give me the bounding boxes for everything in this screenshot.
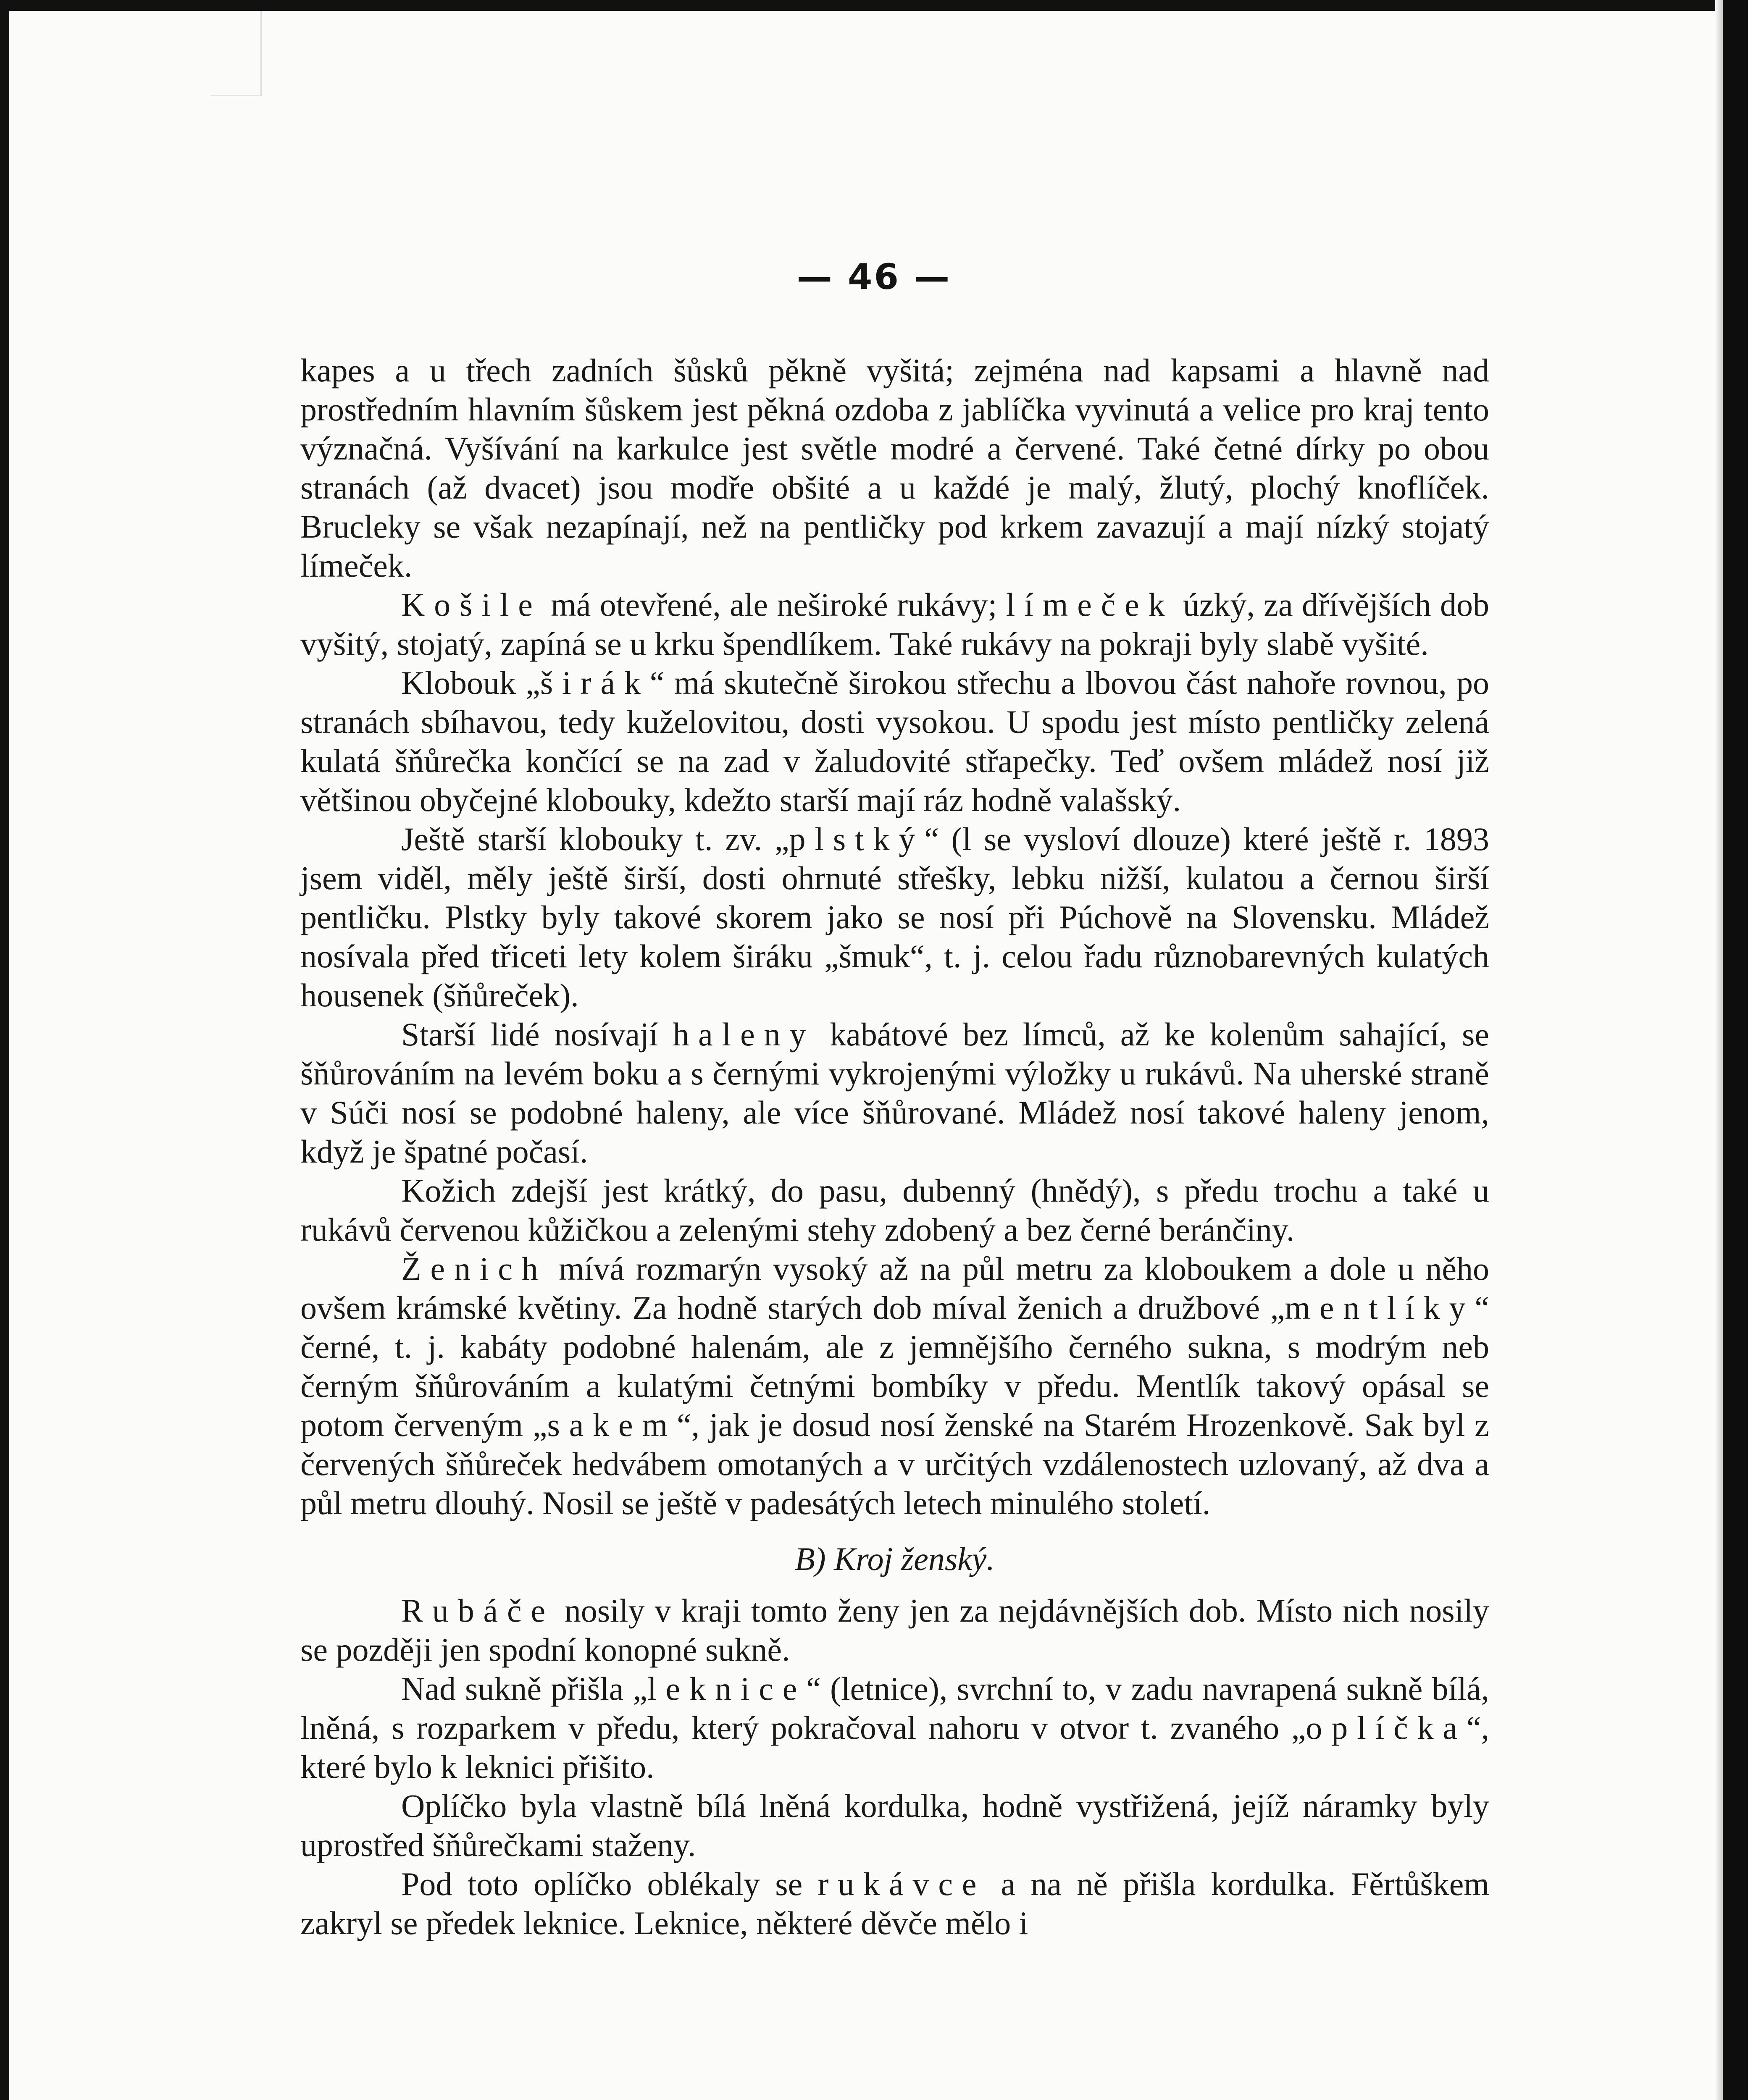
spaced-emphasis-word: širák [540, 664, 650, 701]
spaced-emphasis-word: oplíčka [1306, 1709, 1467, 1746]
spaced-emphasis-word: límeček [1006, 586, 1174, 623]
text-run: Starší lidé nosívají [401, 1016, 673, 1053]
spaced-emphasis-word: rukávce [817, 1866, 986, 1902]
spaced-emphasis-word: Ženich [401, 1250, 547, 1287]
text-run: Ještě starší klobouky t. zv. „ [401, 821, 789, 857]
text-run: “, které bylo k leknici přišito. [300, 1709, 1489, 1785]
text-run: nosily v kraji tomto ženy jen za nejdávnějších dob. Místo nich nosily se později jen spodní konopné sukně. [300, 1592, 1489, 1668]
section-heading-letter: B [795, 1541, 815, 1577]
text-run: kapes a u třech zadních šůsků pěkně vyšitá; zejména nad kapsami a hlavně nad prostředním hlavním šůskem jest pěkná ozdoba z jablíčka vyvinutá a velice pro kraj tento význačná. Vyšívání na karkulce jest světle modré a červené. Také četné dírky po obou stranách (až dvacet) jsou modře obšité a u každé je malý, žlutý, plochý knoflíček. Brucleky se však nezapínají, než na pentličky pod krkem zavazují a mají nízký stojatý límeček. [300, 352, 1489, 584]
scan-border-top [0, 0, 1748, 11]
scan-border-left [0, 0, 9, 2100]
spaced-emphasis-word: Rubáče [401, 1592, 555, 1629]
faint-bleed-mark [210, 11, 262, 96]
text-run: Kožich zdejší jest krátký, do pasu, dubenný (hnědý), s předu trochu a také u rukávů červenou kůžičkou a zelenými stehy zdobený a bez černé beránčiny. [300, 1172, 1489, 1248]
text-run: Oplíčko byla vlastně bílá lněná kordulka, hodně vystřižená, jejíž náramky byly uprostřed šňůrečkami staženy. [300, 1788, 1489, 1863]
text-run: úzký, za dřívějších dob vyšitý, stojatý, zapíná se u krku špendlíkem. Také rukávy na pokraji byly slabě vyšité. [300, 586, 1489, 662]
text-run: Pod toto oplíčko oblékaly se [401, 1866, 818, 1902]
spaced-emphasis-word: Košile [401, 586, 542, 623]
paragraph-10 [300, 1786, 1489, 1864]
paragraph-1 [300, 351, 1489, 585]
spaced-emphasis-word: leknice [647, 1670, 807, 1707]
spaced-emphasis-word: plstký [789, 821, 925, 857]
section-heading-text: ) Kroj ženský. [815, 1541, 995, 1577]
page-number: — 46 — [796, 256, 952, 297]
paragraph-11 [300, 1864, 1489, 1942]
paragraph-8 [300, 1591, 1489, 1669]
paragraph-5 [300, 1015, 1489, 1171]
text-run: a na ně přišla kordulka. Fěrtůškem zakryl se předek leknice. Leknice, některé děvče mělo i [300, 1866, 1489, 1941]
text-run: kabátové bez límců, až ke kolenům sahající, se šňůrováním na levém boku a s černými vykrojenými výložky u rukávů. Na uherské straně v Súči nosí se podobné haleny, ale více šňůrované. Mládež nosí takové haleny jenom, když je špatné počasí. [300, 1016, 1489, 1170]
text-run: “ (letnice), svrchní to, v zadu navrapená sukně bílá, lněná, s rozparkem v předu, který pokračoval nahoru v otvor t. zvaného „ [300, 1670, 1489, 1746]
body-text [300, 351, 1489, 1942]
text-run: Klobouk „ [401, 664, 540, 701]
paragraph-7 [300, 1249, 1489, 1522]
paragraph-4 [300, 819, 1489, 1015]
paragraph-3 [300, 663, 1489, 819]
spaced-emphasis-word: sakem [547, 1407, 677, 1443]
text-run: mívá rozmarýn vysoký až na půl metru za kloboukem a dole u něho ovšem krámské květiny. Za hodně starých dob míval ženich a družbové „ [300, 1250, 1489, 1326]
paragraph-6 [300, 1171, 1489, 1249]
spaced-emphasis-word: mentlíky [1285, 1289, 1475, 1326]
text-run: “ černé, t. j. kabáty podobné halenám, ale z jemnějšího černého sukna, s modrým neb černým šňůrováním a kulatými četnými bombíky v předu. Mentlík takový opásal se potom červeným „ [300, 1289, 1489, 1443]
spaced-emphasis-word: haleny [673, 1016, 815, 1053]
text-run: “ (l se vysloví dlouze) které ještě r. 1893 jsem viděl, měly ještě širší, dosti ohrnuté střešky, lebku nižší, kulatou a černou širší pentličku. Plstky byly takové skorem jako se nosí při Púchově na Slovensku. Mládež nosívala před třiceti lety kolem širáku „šmuk“, t. j. celou řadu různobarevných kulatých housenek (šňůreček). [300, 821, 1489, 1013]
text-run: “, jak je dosud nosí ženské na Starém Hrozenkově. Sak byl z červených šňůreček hedvábem omotaných a v určitých vzdálenostech uzlovaný, až dva a půl metru dlouhý. Nosil se ještě v padesátých letech minulého století. [300, 1407, 1490, 1521]
section-heading [300, 1539, 1489, 1578]
text-run: “ má skutečně širokou střechu a lbovou část nahoře rovnou, po stranách sbíhavou, tedy kuželovitou, dosti vysokou. U spodu jest místo pentličky zelená kulatá šňůrečka končící se na zad v žaludovité střapečky. Teď ovšem mládež nosí již většinou obyčejné klobouky, kdežto starší mají ráz hodně valašský. [300, 664, 1489, 818]
text-run: má otevřené, ale neširoké rukávy; [541, 586, 1006, 623]
paragraph-9 [300, 1669, 1489, 1786]
scan-border-right [1723, 0, 1748, 2100]
text-run: Nad sukně přišla „ [401, 1670, 648, 1707]
page-edge-shadow [1715, 0, 1723, 2100]
paragraph-2 [300, 585, 1489, 663]
